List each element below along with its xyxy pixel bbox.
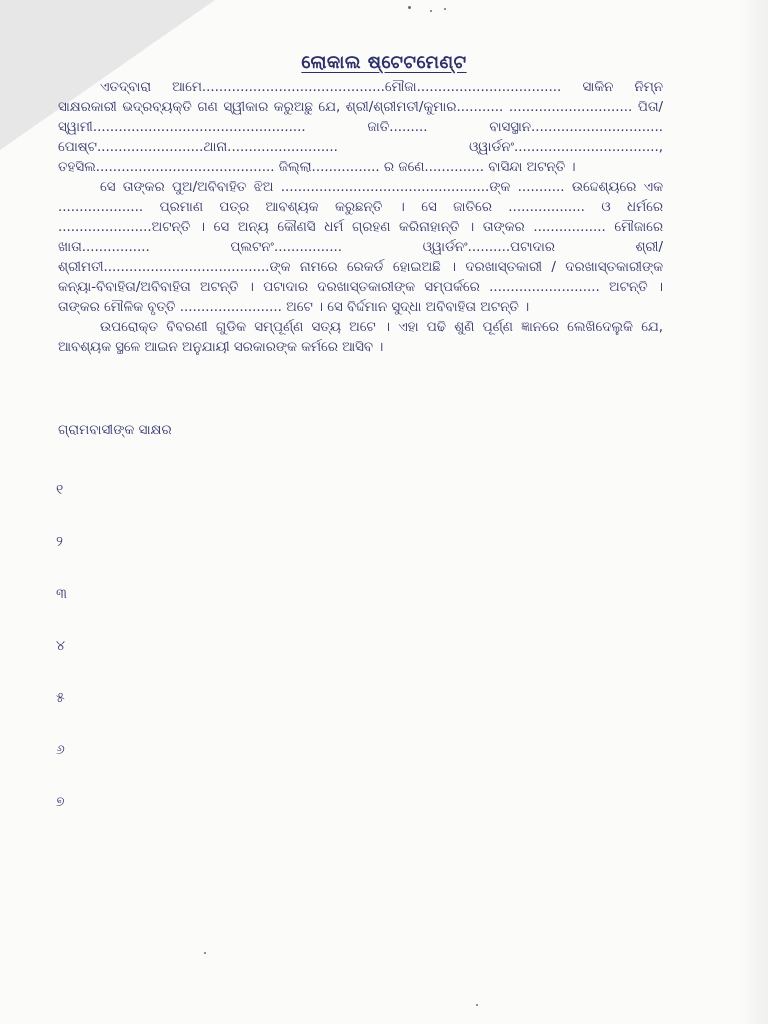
scan-speck <box>408 6 411 9</box>
page-edge-shadow <box>740 0 768 1024</box>
paragraph-details: ସେ ତାଙ୍କର ପୁଅ/ଅବିବାହିତ ଝିଅ .................................................ଙ୍କ ........... ଉଦ୍ଦେଶ୍ୟରେ ଏକ .................... ପ୍ରମାଣ ପତ୍ର ଆବଶ୍ୟକ କରୁଛନ୍ତି । ସେ ଜାତିରେ .................. ଓ ଧର୍ମରେ ......................ଅଟନ୍ତି । ସେ ଅନ୍ୟ କୌଣସି ଧର୍ମ ଗ୍ରହଣ କରିନାହାନ୍ତି । ତାଙ୍କର ................. ମୌଜାରେ ଖାତା................ ପ୍ଲଟନଂ................ ଓ୍ୱାର୍ଡନଂ..........ପଟାଦାର ଶ୍ରୀ/ଶ୍ରୀମତୀ.......................................ଙ୍କ ନାମରେ ରେକର୍ଡ ହୋଇଅଛି । ଦରଖାସ୍ତକାରୀ / ଦରଖାସ୍ତକାରୀଙ୍କ କନ୍ୟା-ବିବାହିତା/ଅବିବାହିତା ଅଟନ୍ତି । ପଟାଦାର ଦରଖାସ୍ତକାରୀଙ୍କ ସମ୍ପର୍କରେ .......................... ଅଟନ୍ତି । ତାଙ୍କର ମୌଳିକ ବୃତ୍ତି ........................ ଅଟେ । ସେ ବିର୍ଦ୍ଦମାନ ସୁଦ୍ଧା ଅବିବାହିତା ଅଟନ୍ତି । <box>58 180 664 315</box>
statement-body <box>58 78 663 358</box>
signature-number: ୬ <box>56 742 65 758</box>
signature-number: ୩ <box>56 586 68 602</box>
scan-speck <box>430 10 432 12</box>
scan-speck <box>204 952 206 954</box>
signature-list <box>56 482 67 846</box>
document-title: ଲୋକାଲ ଷ୍ଟେଟମେଣ୍ଟ <box>301 52 467 73</box>
signature-number: ୫ <box>56 690 65 706</box>
signature-number: ୭ <box>56 794 65 810</box>
paragraph-declaration: ଏତଦ୍ବାରା ଆମେ...........................................ମୌଜା.................................. ସାକିନ ନିମ୍ନ ସାକ୍ଷରକାରୀ ଭଦ୍ରବ୍ୟକ୍ତି ଗଣ ସ୍ୱୀକାର କରୁଅଛୁ ଯେ, ଶ୍ରୀ/ଶ୍ରୀମତୀ/କୁମାର........... ............................. ପିତା/ସ୍ୱାମୀ.................................................. ଜାତି......... ବାସସ୍ଥାନ............................... ପୋଷ୍ଟ.........................ଥାନା.......................... ଓ୍ୱାର୍ଡନଂ.................................., ତହସିଲ.......................................... ଜିଲ୍ଲା................ ର ଜଣେ.............. ବାସିନ୍ଦା ଅଟନ୍ତି । <box>58 80 663 175</box>
signature-number: ୪ <box>56 638 65 654</box>
signature-number: ୨ <box>56 534 63 550</box>
signature-heading: ଗ୍ରାମବାସୀଙ୍କ ସାକ୍ଷର <box>58 422 172 438</box>
signature-number: ୧ <box>56 482 64 498</box>
scan-speck <box>476 1004 478 1006</box>
scan-speck <box>444 8 446 10</box>
paragraph-affirmation: ଉପରୋକ୍ତ ବିବରଣୀ ଗୁଡିକ ସମ୍ପୂର୍ଣ୍ଣ ସତ୍ୟ ଅଟେ । ଏହା ପଢି ଶୁଣି ପୂର୍ଣ୍ଣ ଜ୍ଞାନରେ ଲେଖିଦେଲୁକି ଯେ, ଆବଶ୍ୟକ ସ୍ଥଳେ ଆଇନ ଅନୁଯାୟୀ ସରକାରଙ୍କ କର୍ମରେ ଆସିବ । <box>58 320 663 355</box>
